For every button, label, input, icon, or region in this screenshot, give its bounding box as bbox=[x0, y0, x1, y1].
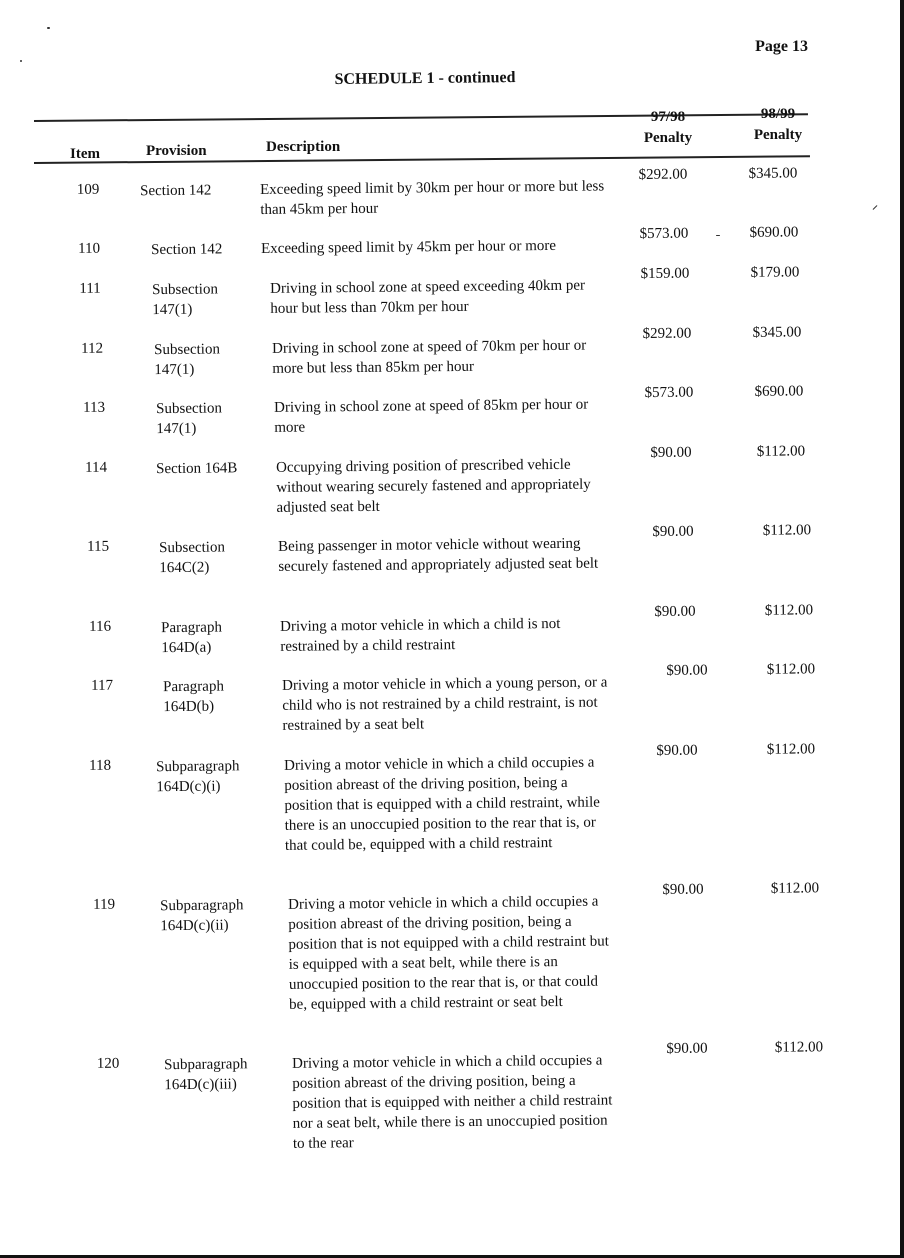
provision-cell bbox=[161, 618, 222, 659]
provision-line: 164C(2) bbox=[159, 559, 210, 577]
item-number: 116 bbox=[89, 618, 112, 635]
penalty-9798: $90.00 bbox=[656, 742, 698, 759]
penalty-9899: $345.00 bbox=[748, 165, 798, 182]
penalty-9899: $112.00 bbox=[770, 880, 820, 897]
column-header-description: Description bbox=[266, 139, 341, 155]
column-header-item: Item bbox=[70, 146, 100, 162]
column-header-year-9798: 97/98 bbox=[650, 109, 686, 125]
scan-speck bbox=[20, 60, 22, 62]
provision-cell bbox=[140, 180, 211, 201]
provision-line: Subsection bbox=[152, 281, 219, 299]
description-cell: Driving in school zone at speed of 85km per hour or more bbox=[274, 396, 589, 436]
item-number: 112 bbox=[81, 340, 104, 357]
item-number: 110 bbox=[78, 240, 101, 257]
item-number: 111 bbox=[79, 280, 101, 297]
page-number: Page 13 bbox=[755, 38, 808, 55]
penalty-9899: $112.00 bbox=[766, 661, 816, 678]
penalty-9899: $112.00 bbox=[774, 1039, 824, 1056]
provision-line: 164D(b) bbox=[163, 698, 215, 716]
column-header-provision: Provision bbox=[146, 143, 207, 159]
penalty-9899: $112.00 bbox=[762, 522, 812, 539]
provision-cell bbox=[160, 895, 244, 936]
item-number: 119 bbox=[93, 896, 116, 913]
description-cell: Exceeding speed limit by 30km per hour or more but less than 45km per hour bbox=[260, 178, 605, 218]
description-cell: Occupying driving position of prescribed vehicle without wearing securely fastened and appropriately adjusted seat belt bbox=[276, 456, 591, 516]
penalty-9798: $573.00 bbox=[639, 225, 689, 243]
provision-cell bbox=[151, 239, 222, 260]
provision-cell bbox=[156, 756, 240, 797]
description-cell: Driving in school zone at speed of 70km per hour or more but less than 85km per hour bbox=[272, 337, 587, 377]
column-header-penalty-label-9899: Penalty bbox=[753, 127, 803, 143]
provision-line: 147(1) bbox=[154, 361, 195, 379]
penalty-9899: $345.00 bbox=[752, 324, 802, 341]
item-number: 114 bbox=[85, 459, 108, 476]
provision-cell bbox=[152, 279, 218, 320]
provision-line: Section 164B bbox=[156, 460, 238, 478]
description-cell: Exceeding speed limit by 45km per hour or more bbox=[261, 237, 557, 257]
scan-speck bbox=[873, 205, 878, 210]
description-cell: Driving in school zone at speed exceeding 40km per hour but less than 70km per hour bbox=[270, 277, 586, 317]
penalty-9798: $292.00 bbox=[638, 166, 688, 184]
scan-speck bbox=[47, 27, 50, 29]
penalty-9798: $90.00 bbox=[666, 662, 708, 679]
provision-line: Subsection bbox=[154, 341, 221, 359]
column-header-year-9899: 98/99 bbox=[760, 106, 796, 122]
provision-line: Section 142 bbox=[140, 182, 212, 200]
description-cell: Driving a motor vehicle in which a child occupies a position abreast of the driving position, being a position that is not equipped with a child restraint but is equipped with a seat belt, while there is an unoccupied position to the rear that is, or that could be, equipped with a child restraint or seat belt bbox=[288, 893, 609, 1013]
provision-cell bbox=[159, 537, 225, 578]
provision-line: 147(1) bbox=[156, 420, 197, 438]
penalty-9798: $90.00 bbox=[662, 881, 704, 898]
item-number: 113 bbox=[83, 399, 106, 416]
provision-cell bbox=[163, 677, 224, 718]
provision-line: 164D(c)(iii) bbox=[164, 1076, 237, 1094]
penalty-9798: $90.00 bbox=[650, 444, 692, 461]
provision-line: Section 142 bbox=[151, 241, 223, 259]
penalty-9899: $112.00 bbox=[766, 741, 816, 758]
provision-line: Paragraph bbox=[163, 678, 224, 696]
provision-cell bbox=[156, 398, 222, 439]
penalty-9798: $90.00 bbox=[652, 523, 694, 540]
penalty-9899: $112.00 bbox=[764, 602, 814, 619]
penalty-9798: $292.00 bbox=[642, 325, 692, 343]
provision-line: 164D(a) bbox=[161, 639, 212, 657]
scan-speck bbox=[716, 235, 720, 236]
provision-line: 147(1) bbox=[152, 301, 193, 319]
provision-line: Subparagraph bbox=[160, 897, 244, 915]
item-number: 117 bbox=[91, 677, 114, 694]
provision-line: Subparagraph bbox=[156, 758, 240, 776]
provision-line: 164D(c)(i) bbox=[156, 778, 221, 796]
provision-line: Paragraph bbox=[161, 619, 222, 637]
provision-cell bbox=[156, 458, 237, 479]
provision-line: Subsection bbox=[159, 539, 226, 557]
penalty-9899: $179.00 bbox=[750, 264, 800, 281]
item-number: 118 bbox=[89, 757, 112, 774]
item-number: 109 bbox=[76, 181, 100, 198]
penalty-9899: $690.00 bbox=[749, 224, 799, 241]
description-cell: Driving a motor vehicle in which a child is not restrained by a child restraint bbox=[280, 615, 561, 655]
column-header-penalty-9899 bbox=[748, 104, 808, 146]
penalty-9798: $573.00 bbox=[644, 384, 694, 402]
penalty-9798: $90.00 bbox=[654, 603, 696, 620]
scan-right-border bbox=[900, 0, 904, 1258]
penalty-9798: $159.00 bbox=[640, 265, 690, 283]
item-number: 120 bbox=[96, 1055, 120, 1072]
provision-cell bbox=[164, 1054, 248, 1095]
provision-line: Subparagraph bbox=[164, 1056, 248, 1074]
column-header-penalty-label-9798: Penalty bbox=[643, 130, 693, 146]
provision-line: 164D(c)(ii) bbox=[160, 917, 229, 935]
penalty-9899: $112.00 bbox=[756, 443, 806, 460]
column-header-penalty-9798 bbox=[638, 107, 698, 149]
penalty-9899: $690.00 bbox=[754, 383, 804, 400]
item-number: 115 bbox=[87, 538, 110, 555]
description-cell: Driving a motor vehicle in which a young person, or a child who is not restrained by a child restraint, is not restrained by a seat belt bbox=[282, 674, 608, 734]
provision-line: Subsection bbox=[156, 400, 223, 418]
penalty-9798: $90.00 bbox=[666, 1040, 708, 1057]
schedule-title: SCHEDULE 1 - continued bbox=[334, 69, 516, 88]
description-cell: Driving a motor vehicle in which a child occupies a position abreast of the driving position, being a position that is equipped with neither a child restraint nor a seat belt, while there is an unoccupied position to the rear bbox=[292, 1052, 613, 1152]
provision-cell bbox=[154, 339, 220, 380]
description-cell: Being passenger in motor vehicle without wearing securely fastened and appropriately adjusted seat belt bbox=[278, 535, 599, 575]
description-cell: Driving a motor vehicle in which a child occupies a position abreast of the driving position, being a position that is equipped with a child restraint, while there is an unoccupied position to the rear that is, or that could be, equipped with a child restraint bbox=[284, 754, 600, 854]
